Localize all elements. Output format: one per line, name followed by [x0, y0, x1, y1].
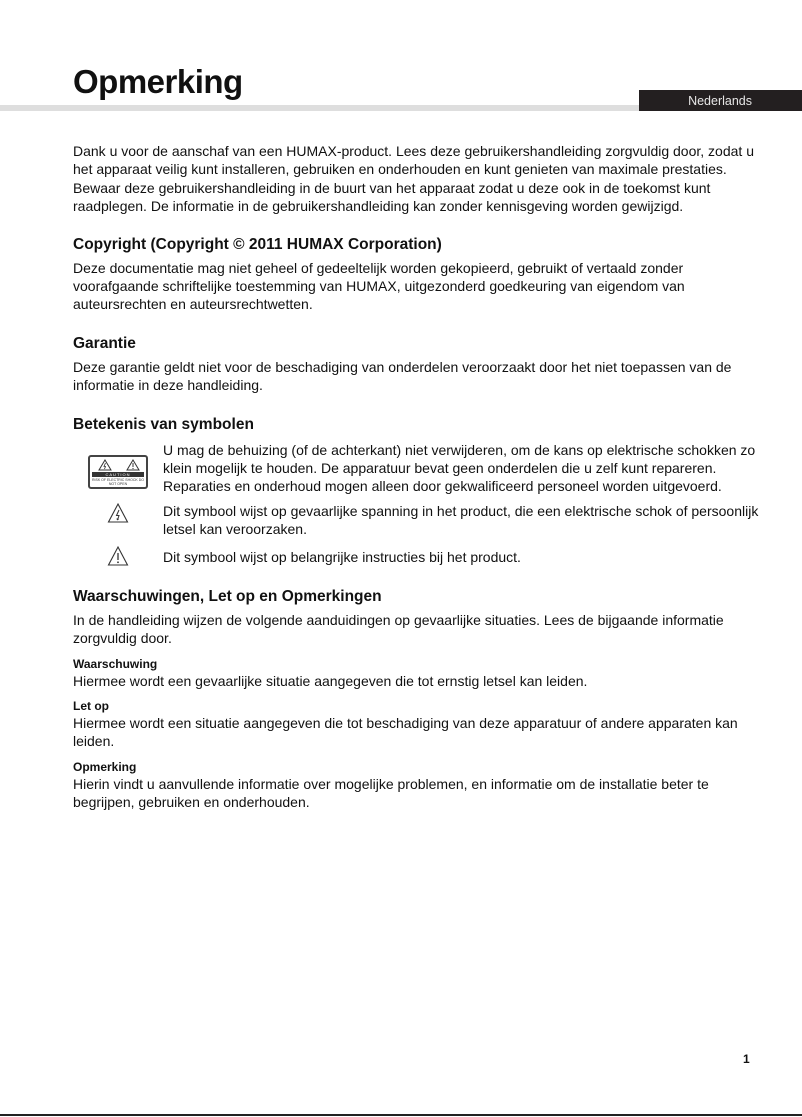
warnings-section [73, 587, 763, 812]
symbols-heading: Betekenis van symbolen [73, 415, 254, 433]
symbol-row [73, 545, 763, 567]
language-tab: Nederlands [639, 90, 802, 111]
page-title: Opmerking [73, 63, 243, 100]
caution-label-icon [88, 455, 148, 489]
warnings-heading: Waarschuwingen, Let op en Opmerkingen [73, 587, 382, 605]
lightning-warning-icon [107, 502, 129, 524]
footer-rule [0, 1114, 802, 1116]
page-number: 1 [743, 1052, 750, 1066]
symbol-row [73, 441, 763, 496]
exclamation-warning-icon [107, 545, 129, 567]
symbol-description: Dit symbool wijst op belangrijke instructies bij het product. [163, 548, 521, 565]
symbol-description: U mag de behuizing (of de achterkant) niet verwijderen, om de kans op elektrische schokken zo klein mogelijk te houden. De apparatuur bevat geen onderdelen die u zelf kunt repareren. Reparaties en onderhoud mogen alleen door gekwalificeerd personeel worden uitgevoerd. [163, 441, 756, 495]
exclamation-triangle-icon [126, 459, 140, 471]
note-text: Hierin vindt u aanvullende informatie over mogelijke problemen, en informatie om de installatie beter te begrijpen, gebruiken en onderhouden. [73, 775, 709, 811]
warning-label: Waarschuwing [73, 656, 158, 671]
caution-label: Let op [73, 698, 109, 713]
symbols-list [73, 441, 763, 567]
symbol-row [73, 502, 763, 539]
symbols-section [73, 415, 763, 567]
warning-text: Hiermee wordt een gevaarlijke situatie aangegeven die tot ernstig letsel kan leiden. [73, 672, 588, 689]
warranty-section [73, 334, 763, 395]
intro-paragraph: Dank u voor de aanschaf van een HUMAX-product. Lees deze gebruikershandleiding zorgvuldig door, zodat u het apparaat veilig kunt installeren, gebruiken en onderhouden en kunt genieten van maximale prestaties. Bewaar deze gebruikershandleiding in de buurt van het apparaat zodat u deze ook in de toekomst kunt raadplegen. De informatie in de gebruikershandleiding kan zonder kennisgeving worden gewijzigd. [73, 143, 754, 215]
copyright-body: Deze documentatie mag niet geheel of gedeeltelijk worden gekopieerd, gebruikt of vertaald zonder voorafgaande schriftelijke toestemming van HUMAX, uitgezonderd goedkeuring van eigendom van auteursrechten en auteursrechtwetten. [73, 259, 685, 313]
header-rule [0, 105, 640, 111]
caution-text: Hiermee wordt een situatie aangegeven die tot beschadiging van deze apparatuur of andere apparaten kan leiden. [73, 714, 738, 750]
warranty-heading: Garantie [73, 334, 136, 352]
copyright-section [73, 235, 763, 314]
page-content [73, 142, 763, 832]
symbol-description: Dit symbool wijst op gevaarlijke spanning in het product, die een elektrische schok of persoonlijk letsel kan veroorzaken. [163, 502, 759, 538]
caution-small-text: RISK OF ELECTRIC SHOCK DO NOT OPEN [92, 477, 144, 486]
lightning-triangle-icon [98, 459, 112, 471]
note-label: Opmerking [73, 759, 137, 774]
caution-band: CAUTION [92, 472, 144, 477]
warnings-intro: In de handleiding wijzen de volgende aanduidingen op gevaarlijke situaties. Lees de bijgaande informatie zorgvuldig door. [73, 611, 724, 647]
warranty-body: Deze garantie geldt niet voor de beschadiging van onderdelen veroorzaakt door het niet toepassen van de informatie in deze handleiding. [73, 358, 732, 394]
copyright-heading: Copyright (Copyright © 2011 HUMAX Corporation) [73, 235, 442, 253]
